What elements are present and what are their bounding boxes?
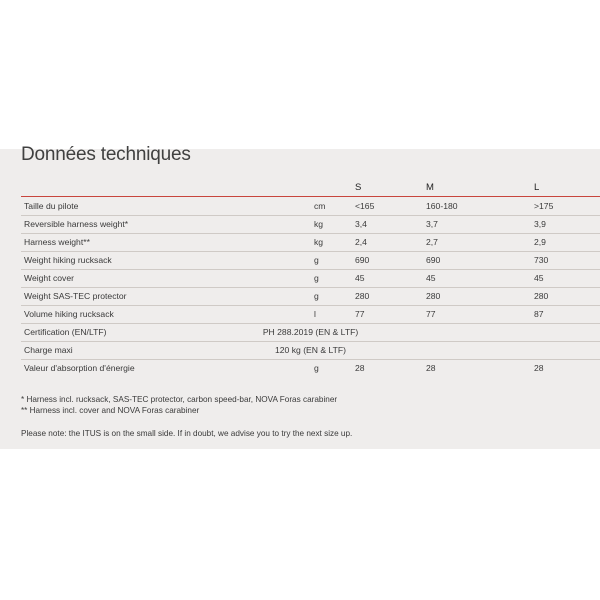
value-m: 77 bbox=[426, 309, 436, 319]
row-unit: g bbox=[314, 273, 319, 283]
table-row bbox=[21, 197, 600, 216]
value-l: 280 bbox=[534, 291, 549, 301]
table-row-certification bbox=[21, 323, 600, 342]
row-value: 120 kg (EN & LTF) bbox=[275, 345, 346, 355]
row-unit: kg bbox=[314, 219, 324, 229]
table-row bbox=[21, 251, 600, 270]
table-row bbox=[21, 287, 600, 306]
row-unit: kg bbox=[314, 237, 324, 247]
row-unit: cm bbox=[314, 201, 326, 211]
value-s: 28 bbox=[355, 363, 365, 373]
value-m: 3,7 bbox=[426, 219, 438, 229]
table-row bbox=[21, 359, 600, 377]
value-m: 280 bbox=[426, 291, 441, 301]
row-label: Harness weight** bbox=[24, 237, 90, 247]
value-s: 690 bbox=[355, 255, 370, 265]
value-s: 3,4 bbox=[355, 219, 367, 229]
row-unit: g bbox=[314, 363, 319, 373]
row-value: PH 288.2019 (EN & LTF) bbox=[262, 327, 359, 337]
page-title: Données techniques bbox=[21, 144, 191, 165]
row-unit: g bbox=[314, 291, 319, 301]
size-header-l: L bbox=[534, 182, 540, 193]
row-label: Weight SAS-TEC protector bbox=[24, 291, 127, 301]
value-l: 45 bbox=[534, 273, 544, 283]
value-s: 280 bbox=[355, 291, 370, 301]
row-unit: g bbox=[314, 255, 319, 265]
table-row bbox=[21, 215, 600, 234]
value-m: 45 bbox=[426, 273, 436, 283]
value-l: 3,9 bbox=[534, 219, 546, 229]
row-label: Volume hiking rucksack bbox=[24, 309, 114, 319]
value-s: 77 bbox=[355, 309, 365, 319]
table-row bbox=[21, 305, 600, 324]
value-l: >175 bbox=[534, 201, 554, 211]
footnote-1: * Harness incl. rucksack, SAS-TEC protector, carbon speed-bar, NOVA Foras carabiner bbox=[21, 395, 338, 404]
size-advice-note: Please note: the ITUS is on the small side. If in doubt, we advise you to try the next size up. bbox=[21, 429, 353, 438]
value-l: 730 bbox=[534, 255, 549, 265]
value-m: 160-180 bbox=[426, 201, 458, 211]
table-row-max-load bbox=[21, 341, 600, 360]
row-label: Weight hiking rucksack bbox=[24, 255, 112, 265]
size-header-s: S bbox=[355, 182, 362, 193]
value-m: 690 bbox=[426, 255, 441, 265]
size-header-m: M bbox=[426, 182, 434, 193]
row-label: Certification (EN/LTF) bbox=[24, 327, 107, 337]
table-row bbox=[21, 269, 600, 288]
row-label: Charge maxi bbox=[24, 345, 73, 355]
value-l: 87 bbox=[534, 309, 544, 319]
value-l: 2,9 bbox=[534, 237, 546, 247]
value-s: 45 bbox=[355, 273, 365, 283]
value-s: 2,4 bbox=[355, 237, 367, 247]
row-label: Weight cover bbox=[24, 273, 74, 283]
footnote-2: ** Harness incl. cover and NOVA Foras carabiner bbox=[21, 406, 200, 415]
row-label: Taille du pilote bbox=[24, 201, 79, 211]
value-l: 28 bbox=[534, 363, 544, 373]
row-unit: l bbox=[314, 309, 316, 319]
value-m: 2,7 bbox=[426, 237, 438, 247]
value-m: 28 bbox=[426, 363, 436, 373]
table-row bbox=[21, 233, 600, 252]
row-label: Reversible harness weight* bbox=[24, 219, 129, 229]
value-s: <165 bbox=[355, 201, 375, 211]
row-label: Valeur d'absorption d'énergie bbox=[24, 363, 135, 373]
